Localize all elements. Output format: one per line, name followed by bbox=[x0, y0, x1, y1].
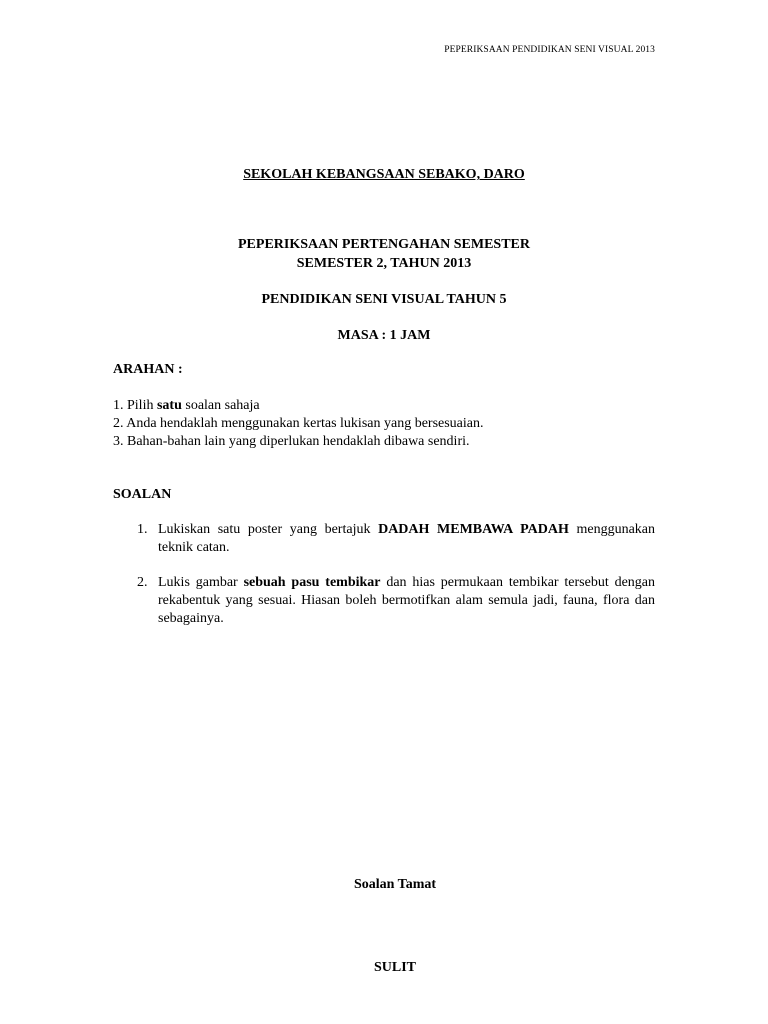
instruction-item-suffix: soalan sahaja bbox=[181, 398, 260, 413]
question-number: 1. bbox=[137, 522, 148, 537]
question-text bbox=[158, 574, 655, 628]
instruction-item-prefix: 1. Pilih bbox=[113, 398, 157, 413]
question-emphasis: sebuah pasu tembikar bbox=[243, 575, 381, 590]
question-item bbox=[137, 574, 655, 628]
question-text bbox=[158, 521, 655, 557]
instructions-heading: ARAHAN : bbox=[113, 362, 183, 377]
question-suffix: dan hias permukaan tembikar tersebut dengan rekabentuk yang sesuai. Hiasan boleh bermotifkan alam semula jadi, fauna, flora dan sebagainya. bbox=[158, 575, 655, 626]
running-header: PEPERIKSAAN PENDIDIKAN SENI VISUAL 2013 bbox=[444, 45, 655, 55]
instruction-item-emphasis: satu bbox=[156, 398, 182, 413]
school-name: SEKOLAH KEBANGSAAN SEBAKO, DARO bbox=[243, 167, 525, 182]
semester-line: SEMESTER 2, TAHUN 2013 bbox=[296, 256, 472, 271]
question-prefix: Lukis gambar bbox=[158, 575, 244, 590]
duration-line: MASA : 1 JAM bbox=[337, 328, 431, 343]
exam-title: PEPERIKSAAN PERTENGAHAN SEMESTER bbox=[238, 237, 530, 252]
subject-line: PENDIDIKAN SENI VISUAL TAHUN 5 bbox=[261, 292, 507, 307]
end-of-questions: Soalan Tamat bbox=[353, 877, 437, 892]
question-emphasis: DADAH MEMBAWA PADAH bbox=[378, 522, 569, 537]
instructions-list bbox=[113, 397, 484, 451]
questions-heading: SOALAN bbox=[113, 487, 172, 502]
question-item bbox=[137, 521, 655, 557]
question-number: 2. bbox=[137, 575, 148, 590]
instruction-item bbox=[113, 397, 484, 415]
instruction-item: 2. Anda hendaklah menggunakan kertas lukisan yang bersesuaian. bbox=[113, 416, 484, 431]
classification-label: SULIT bbox=[373, 960, 417, 975]
question-prefix: Lukiskan satu poster yang bertajuk bbox=[158, 522, 379, 537]
question-suffix: menggunakan teknik catan. bbox=[158, 522, 655, 555]
instruction-item: 3. Bahan-bahan lain yang diperlukan hendaklah dibawa sendiri. bbox=[113, 434, 470, 449]
